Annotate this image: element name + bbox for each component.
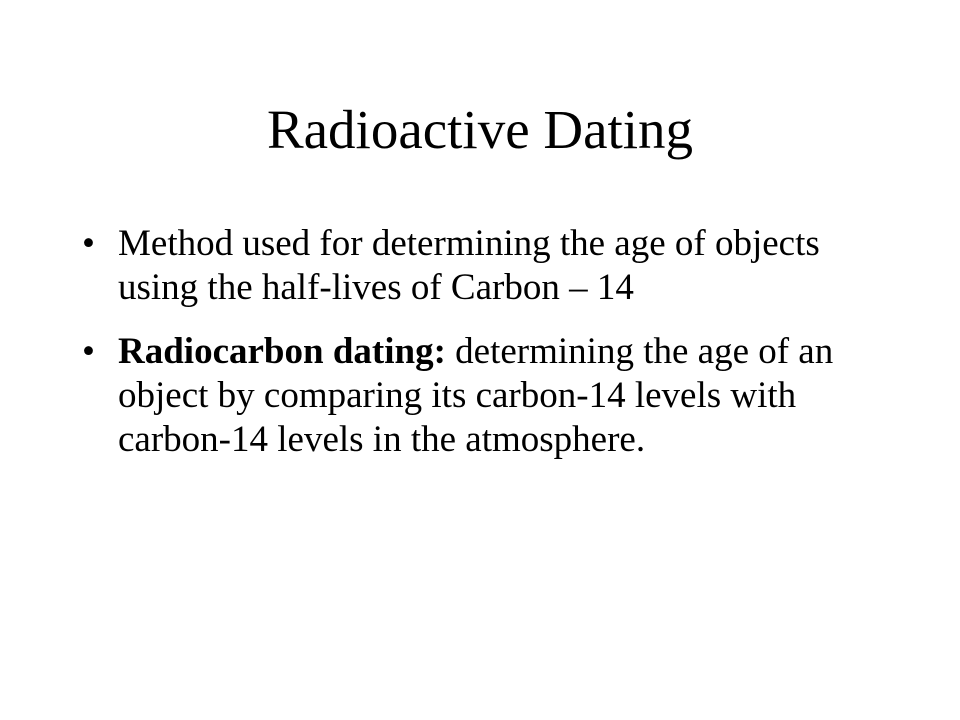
slide-title: Radioactive Dating — [266, 99, 694, 160]
bullet-item-method — [82, 222, 870, 310]
bullet-term: Radiocarbon dating: — [118, 331, 446, 372]
bullet-text: determining the age of an object by comparing its carbon-14 levels with carbon-14 levels in the atmosphere. — [118, 331, 834, 460]
bullet-text: Method used for determining the age of objects using the half-lives of Carbon – 14 — [118, 223, 820, 308]
bullet-list — [82, 222, 870, 482]
bullet-icon: • — [82, 331, 95, 372]
bullet-item-radiocarbon — [82, 330, 870, 462]
bullet-icon: • — [82, 223, 95, 264]
